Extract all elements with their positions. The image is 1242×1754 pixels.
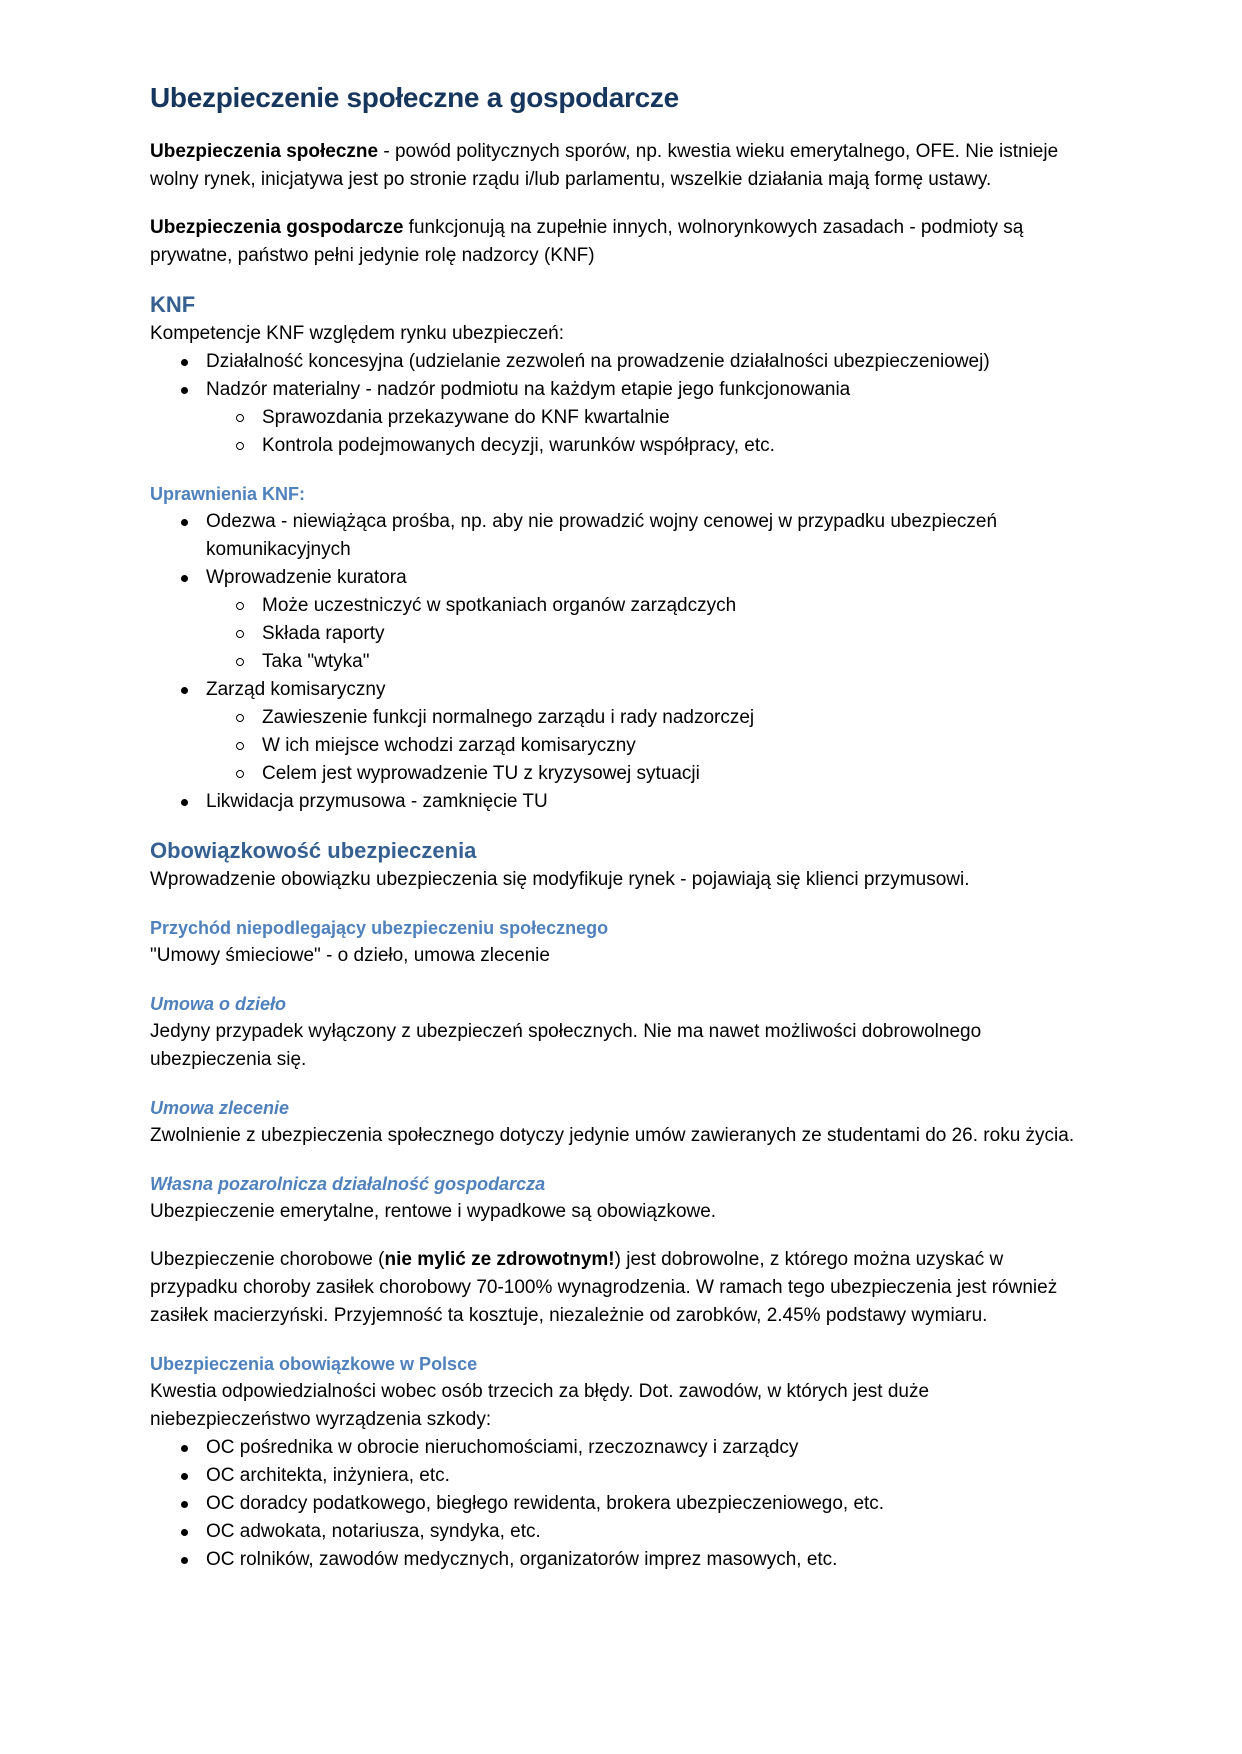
- intro-social-text: - powód politycznych sporów, np. kwestia wieku emerytalnego, OFE. Nie istnieje wolny rynek, inicjatywa jest po stronie rządu i/lub parlamentu, wszelkie działania mają formę ustawy.: [150, 141, 1059, 190]
- bullet-icon: [181, 359, 188, 366]
- list-item: Likwidacja przymusowa - zamknięcie TU: [150, 788, 1090, 816]
- list-item: Celem jest wyprowadzenie TU z kryzysowej sytuacji: [206, 760, 1090, 788]
- list-item: OC rolników, zawodów medycznych, organizatorów imprez masowych, etc.: [150, 1546, 1090, 1574]
- list-item: Zawieszenie funkcji normalnego zarządu i rady nadzorczej: [206, 704, 1090, 732]
- uprawnienia-heading: Uprawnienia KNF:: [150, 484, 306, 504]
- pozarolnicza-text-2: Ubezpieczenie chorobowe (nie mylić ze zdrowotnym!) jest dobrowolne, z którego można uzyskać w przypadku choroby zasiłek chorobowy 70-100% wynagrodzenia. W ramach tego ubezpieczenia jest również zasiłek macierzyński. Przyjemność ta kosztuje, niezależnie od zarobków, 2.45% podstawy wymiaru.: [150, 1249, 1058, 1326]
- list-item: OC adwokata, notariusza, syndyka, etc.: [150, 1518, 1090, 1546]
- bullet-icon: [181, 799, 188, 806]
- obowiazkowe-oc-list: [150, 1434, 1090, 1574]
- circle-bullet-icon: [236, 770, 244, 778]
- obowiazkowe-w-polsce-heading: Ubezpieczenia obowiązkowe w Polsce: [150, 1354, 478, 1374]
- circle-bullet-icon: [236, 742, 244, 750]
- circle-bullet-icon: [236, 658, 244, 666]
- przychod-heading: Przychód niepodlegający ubezpieczeniu społecznego: [150, 918, 609, 938]
- knf-competence-list: [150, 348, 1090, 460]
- list-item: Zarząd komisaryczny Zawieszenie funkcji normalnego zarządu i rady nadzorczej W ich miejsce wchodzi zarząd komisaryczny Celem jest wyprowadzenie TU z kryzysowej sytuacji: [150, 676, 1090, 788]
- bullet-icon: [181, 1473, 188, 1480]
- bullet-icon: [181, 387, 188, 394]
- warning-emphasis: nie mylić ze zdrowotnym!: [384, 1249, 615, 1270]
- intro-paragraph-social: [150, 138, 1090, 194]
- list-item: Działalność koncesyjna (udzielanie zezwoleń na prowadzenie działalności ubezpieczeniowej): [150, 348, 1090, 376]
- przychod-text: "Umowy śmieciowe" - o dzieło, umowa zlecenie: [150, 945, 550, 966]
- page-title: Ubezpieczenie społeczne a gospodarcze: [150, 82, 679, 113]
- list-item: OC architekta, inżyniera, etc.: [150, 1462, 1090, 1490]
- obowiazkowosc-heading: Obowiązkowość ubezpieczenia: [150, 838, 477, 863]
- komisaryczny-sub-list: [206, 704, 1090, 788]
- knf-lead: Kompetencje KNF względem rynku ubezpieczeń:: [150, 323, 564, 344]
- list-item: Odezwa - niewiążąca prośba, np. aby nie prowadzić wojny cenowej w przypadku ubezpieczeń komunikacyjnych: [150, 508, 1090, 564]
- bullet-icon: [181, 1445, 188, 1452]
- knf-sub-list: [206, 404, 1090, 460]
- list-item: Sprawozdania przekazywane do KNF kwartalnie: [206, 404, 1090, 432]
- bullet-icon: [181, 687, 188, 694]
- circle-bullet-icon: [236, 414, 244, 422]
- list-item: OC pośrednika w obrocie nieruchomościami, rzeczoznawcy i zarządcy: [150, 1434, 1090, 1462]
- circle-bullet-icon: [236, 630, 244, 638]
- circle-bullet-icon: [236, 602, 244, 610]
- obowiazkowosc-text: Wprowadzenie obowiązku ubezpieczenia się modyfikuje rynek - pojawiają się klienci przymusowi.: [150, 869, 970, 890]
- umowa-zlecenie-heading: Umowa zlecenie: [150, 1098, 290, 1118]
- umowa-o-dzielo-heading: Umowa o dzieło: [150, 994, 287, 1014]
- list-item: Taka "wtyka": [206, 648, 1090, 676]
- circle-bullet-icon: [236, 442, 244, 450]
- knf-heading: KNF: [150, 292, 196, 317]
- kurator-sub-list: [206, 592, 1090, 676]
- list-item: Nadzór materialny - nadzór podmiotu na każdym etapie jego funkcjonowania Sprawozdania przekazywane do KNF kwartalnie Kontrola podejmowanych decyzji, warunków współpracy, etc.: [150, 376, 1090, 460]
- intro-economic-text: funkcjonują na zupełnie innych, wolnorynkowych zasadach - podmioty są prywatne, państwo pełni jedynie rolę nadzorcy (KNF): [150, 217, 1024, 266]
- intro-paragraph-economic: [150, 214, 1090, 270]
- list-item: Składa raporty: [206, 620, 1090, 648]
- list-item: W ich miejsce wchodzi zarząd komisaryczny: [206, 732, 1090, 760]
- bullet-icon: [181, 1557, 188, 1564]
- bullet-icon: [181, 575, 188, 582]
- bullet-icon: [181, 519, 188, 526]
- list-item: Może uczestniczyć w spotkaniach organów zarządczych: [206, 592, 1090, 620]
- pozarolnicza-heading: Własna pozarolnicza działalność gospodarcza: [150, 1174, 546, 1194]
- pozarolnicza-text-1: Ubezpieczenie emerytalne, rentowe i wypadkowe są obowiązkowe.: [150, 1201, 717, 1222]
- list-item: Wprowadzenie kuratora Może uczestniczyć w spotkaniach organów zarządczych Składa raporty Taka "wtyka": [150, 564, 1090, 676]
- bullet-icon: [181, 1501, 188, 1508]
- obowiazkowe-w-polsce-lead: Kwestia odpowiedzialności wobec osób trzecich za błędy. Dot. zawodów, w których jest duże niebezpieczeństwo wyrządzenia szkody:: [150, 1381, 930, 1430]
- document-page: [150, 78, 1090, 1574]
- list-item: OC doradcy podatkowego, biegłego rewidenta, brokera ubezpieczeniowego, etc.: [150, 1490, 1090, 1518]
- umowa-zlecenie-text: Zwolnienie z ubezpieczenia społecznego dotyczy jedynie umów zawieranych ze studentami do 26. roku życia.: [150, 1125, 1075, 1146]
- circle-bullet-icon: [236, 714, 244, 722]
- list-item: Kontrola podejmowanych decyzji, warunków współpracy, etc.: [206, 432, 1090, 460]
- umowa-o-dzielo-text: Jedyny przypadek wyłączony z ubezpieczeń społecznych. Nie ma nawet możliwości dobrowolnego ubezpieczenia się.: [150, 1021, 982, 1070]
- bullet-icon: [181, 1529, 188, 1536]
- intro-economic-term: Ubezpieczenia gospodarcze: [150, 217, 404, 238]
- uprawnienia-list: [150, 508, 1090, 816]
- intro-social-term: Ubezpieczenia społeczne: [150, 141, 379, 162]
